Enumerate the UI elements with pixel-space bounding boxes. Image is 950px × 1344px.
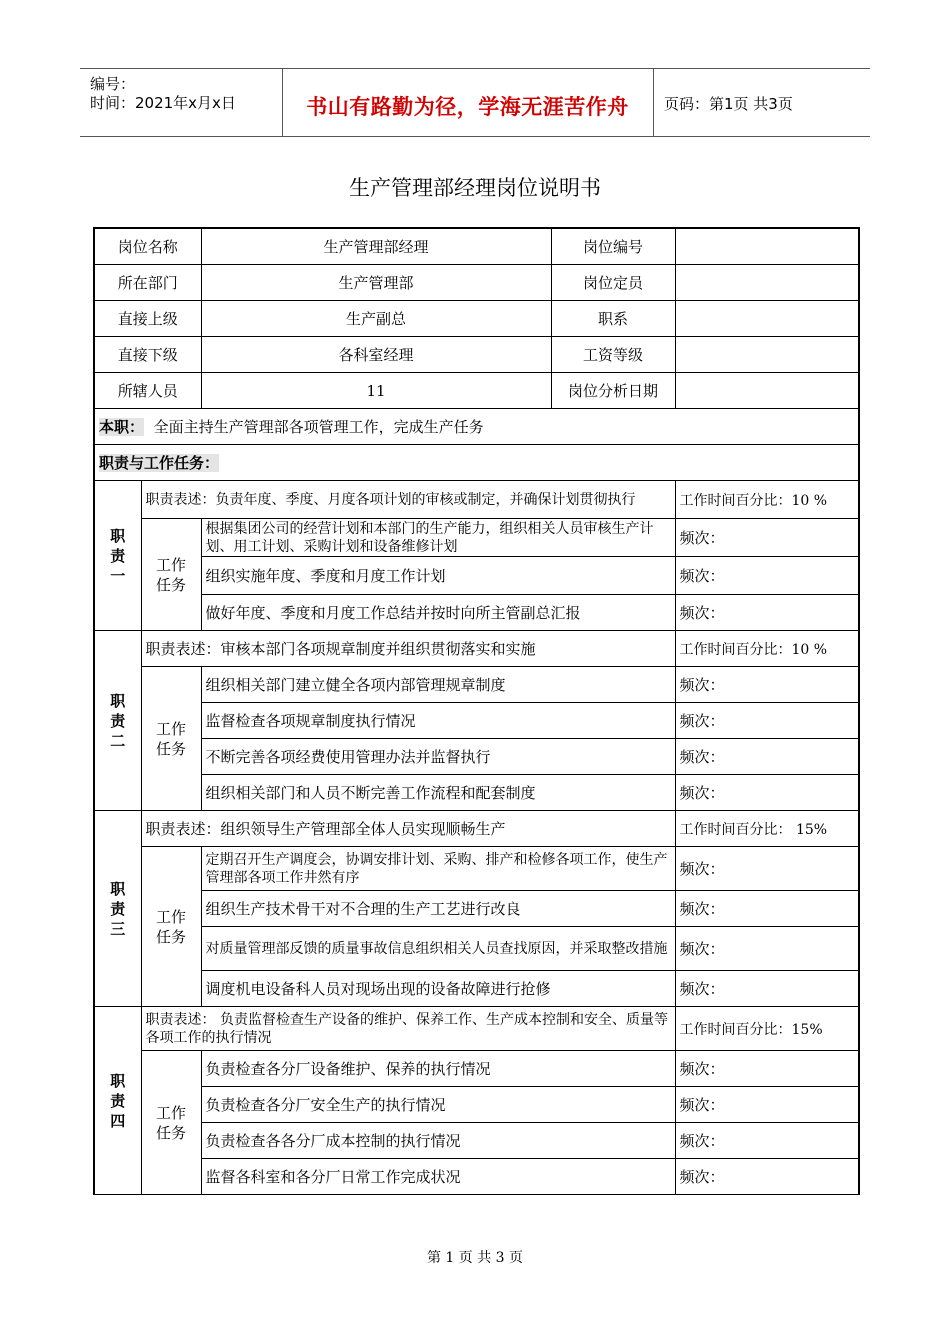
task-frequency: 频次： [675, 775, 859, 811]
duty-name [94, 631, 141, 811]
document-number: 编号： [90, 75, 136, 93]
task-text: 组织生产技术骨干对不合理的生产工艺进行改良 [201, 891, 675, 927]
field-value [675, 265, 859, 301]
header-motto: 书山有路勤为径，学海无涯苦作舟 [306, 95, 629, 119]
duty-name-text: 职责一 [110, 526, 126, 585]
task-frequency: 频次： [675, 703, 859, 739]
task-frequency: 频次： [675, 1123, 859, 1159]
duty-percent: 工作时间百分比：15% [675, 1007, 859, 1051]
duty-name [94, 481, 141, 631]
field-label: 岗位定员 [551, 265, 675, 301]
task-label [141, 519, 201, 631]
task-text: 做好年度、季度和月度工作总结并按时向所主管副总汇报 [201, 595, 675, 631]
field-label: 岗位编号 [551, 228, 675, 265]
task-row [94, 927, 859, 971]
duty-name-text: 职责四 [110, 1071, 126, 1130]
duty-name-text: 职责二 [110, 691, 126, 750]
duty-name [94, 811, 141, 1007]
info-row [94, 373, 859, 409]
field-label: 职系 [551, 301, 675, 337]
info-row [94, 265, 859, 301]
info-row [94, 337, 859, 373]
page-header [80, 68, 870, 137]
duty-statement: 职责表述：审核本部门各项规章制度并组织贯彻落实和实施 [141, 631, 675, 667]
document-date: 时间：2021年x月x日 [90, 94, 236, 112]
duty-percent: 工作时间百分比： 15% [675, 811, 859, 847]
task-text: 组织相关部门建立健全各项内部管理规章制度 [201, 667, 675, 703]
task-frequency: 频次： [675, 971, 859, 1007]
task-row [94, 595, 859, 631]
task-row [94, 667, 859, 703]
task-text: 对质量管理部反馈的质量事故信息组织相关人员查找原因，并采取整改措施 [201, 927, 675, 971]
duty-statement: 职责表述：组织领导生产管理部全体人员实现顺畅生产 [141, 811, 675, 847]
task-frequency: 频次： [675, 595, 859, 631]
duty-statement-row [94, 1007, 859, 1051]
task-text: 监督各科室和各分厂日常工作完成状况 [201, 1159, 675, 1195]
task-row [94, 1159, 859, 1195]
job-description-table [93, 227, 860, 1195]
task-label-text: 工作任务 [155, 719, 186, 758]
task-frequency: 频次： [675, 927, 859, 971]
field-value [675, 301, 859, 337]
field-label: 直接下级 [94, 337, 201, 373]
duty-percent: 工作时间百分比：10 % [675, 481, 859, 519]
document-title: 生产管理部经理岗位说明书 [349, 176, 601, 200]
task-text: 负责检查各分厂设备维护、保养的执行情况 [201, 1051, 675, 1087]
task-frequency: 频次： [675, 1159, 859, 1195]
task-frequency: 频次： [675, 847, 859, 891]
task-frequency: 频次： [675, 1051, 859, 1087]
core-duty [94, 409, 859, 445]
duty-statement: 职责表述： 负责监督检查生产设备的维护、保养工作、生产成本控制和安全、质量等各项工作的执行情况 [141, 1007, 675, 1051]
task-row [94, 703, 859, 739]
task-label [141, 1051, 201, 1195]
task-row [94, 891, 859, 927]
field-label: 工资等级 [551, 337, 675, 373]
core-duty-row [94, 409, 859, 445]
field-value: 各科室经理 [201, 337, 551, 373]
page-footer: 第 1 页 共 3 页 [426, 1250, 524, 1266]
field-value: 生产管理部经理 [201, 228, 551, 265]
task-frequency: 频次： [675, 891, 859, 927]
task-text: 组织相关部门和人员不断完善工作流程和配套制度 [201, 775, 675, 811]
field-value: 生产副总 [201, 301, 551, 337]
task-text: 根据集团公司的经营计划和本部门的生产能力，组织相关人员审核生产计划、用工计划、采购计划和设备维修计划 [201, 519, 675, 557]
field-label: 所在部门 [94, 265, 201, 301]
task-label-text: 工作任务 [155, 907, 186, 946]
task-row [94, 1051, 859, 1087]
task-frequency: 频次： [675, 667, 859, 703]
task-row [94, 519, 859, 557]
task-row [94, 739, 859, 775]
duty-statement: 职责表述：负责年度、季度、月度各项计划的审核或制定，并确保计划贯彻执行 [141, 481, 675, 519]
task-text: 负责检查各各分厂成本控制的执行情况 [201, 1123, 675, 1159]
task-row [94, 971, 859, 1007]
duty-statement-row [94, 481, 859, 519]
field-label: 直接上级 [94, 301, 201, 337]
header-page-number: 页码：第1页 共3页 [664, 95, 793, 113]
field-label: 所辖人员 [94, 373, 201, 409]
field-label: 岗位名称 [94, 228, 201, 265]
header-divider [653, 69, 654, 136]
duties-heading [94, 445, 859, 481]
task-frequency: 频次： [675, 519, 859, 557]
task-row [94, 557, 859, 595]
task-text: 负责检查各分厂安全生产的执行情况 [201, 1087, 675, 1123]
task-frequency: 频次： [675, 739, 859, 775]
duty-name-text: 职责三 [110, 879, 126, 938]
task-text: 不断完善各项经费使用管理办法并监督执行 [201, 739, 675, 775]
task-frequency: 频次： [675, 1087, 859, 1123]
duty-statement-row [94, 631, 859, 667]
info-row [94, 301, 859, 337]
task-text: 组织实施年度、季度和月度工作计划 [201, 557, 675, 595]
duty-percent: 工作时间百分比：10 % [675, 631, 859, 667]
task-label [141, 667, 201, 811]
field-label: 岗位分析日期 [551, 373, 675, 409]
task-frequency: 频次： [675, 557, 859, 595]
duties-heading-row [94, 445, 859, 481]
task-text: 定期召开生产调度会，协调安排计划、采购、排产和检修各项工作，使生产管理部各项工作井然有序 [201, 847, 675, 891]
field-value: 11 [201, 373, 551, 409]
info-row [94, 228, 859, 265]
duty-statement-row [94, 811, 859, 847]
task-row [94, 775, 859, 811]
field-value [675, 373, 859, 409]
duties-heading-label: 职责与工作任务： [99, 454, 220, 472]
task-text: 调度机电设备科人员对现场出现的设备故障进行抢修 [201, 971, 675, 1007]
field-value [675, 337, 859, 373]
duty-name [94, 1007, 141, 1195]
field-value [675, 228, 859, 265]
core-duty-label: 本职： [99, 418, 145, 436]
task-row [94, 847, 859, 891]
task-row [94, 1123, 859, 1159]
task-text: 监督检查各项规章制度执行情况 [201, 703, 675, 739]
task-label [141, 847, 201, 1007]
task-label-text: 工作任务 [155, 1103, 186, 1142]
field-value: 生产管理部 [201, 265, 551, 301]
task-label-text: 工作任务 [155, 555, 186, 594]
task-row [94, 1087, 859, 1123]
core-duty-text: 全面主持生产管理部各项管理工作，完成生产任务 [153, 418, 484, 436]
